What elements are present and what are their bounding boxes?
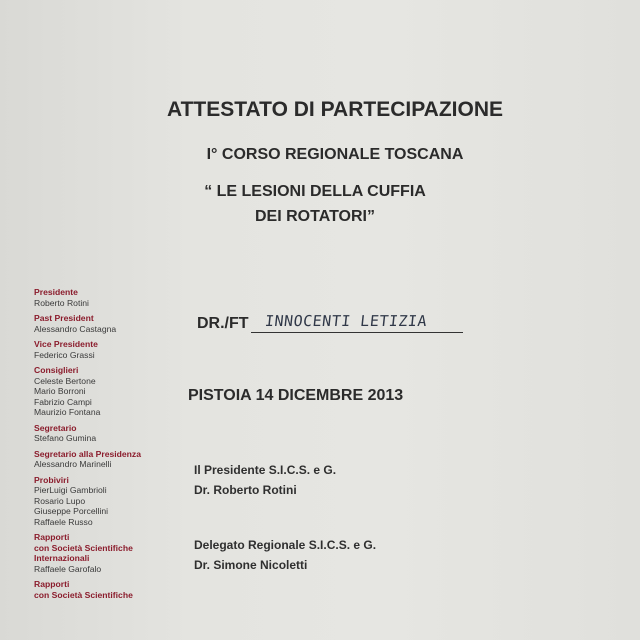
sidebar-group [34,339,174,360]
sidebar-group [34,287,174,308]
sidebar-role: Past President [34,313,94,323]
sidebar-member: Alessandro Castagna [34,323,117,334]
sidebar-member: Giuseppe Porcellini [34,506,109,516]
signature-name: Dr. Roberto Rotini [194,483,297,497]
sidebar-member: Raffaele Russo [34,516,93,527]
sidebar-role: Probiviri [34,474,69,485]
sidebar-member: Maurizio Fontana [34,407,101,417]
recipient-line [197,314,463,333]
sidebar-role: Segretario [34,422,77,433]
sidebar-group [34,365,174,418]
sidebar-group [34,423,174,444]
sidebar-group [34,475,174,528]
sidebar-role: Vice Presidente [34,339,98,349]
sidebar-member: Rosario Lupo [34,495,86,506]
event-date: PISTOIA 14 DICEMBRE 2013 [188,387,404,404]
sidebar-member: PierLuigi Gambrioli [34,485,107,495]
signature-role: Il Presidente S.I.C.S. e G. [194,463,337,477]
sidebar-role: con Società Scientifiche [34,542,133,553]
sidebar-group [34,532,174,574]
sidebar-member: Celeste Bertone [34,375,96,386]
sidebar-member: Roberto Rotini [34,297,89,308]
signature-role: Delegato Regionale S.I.C.S. e G. [194,538,377,552]
signature-name: Dr. Simone Nicoletti [194,558,308,572]
sidebar-group [34,449,174,470]
signature-block [194,535,376,575]
recipient-name-field [251,314,463,333]
course-topic-line-2: DEI ROTATORI” [255,208,375,225]
signature-block [194,460,336,500]
sidebar-role: Consiglieri [34,365,79,375]
board-sidebar [34,287,174,605]
sidebar-role: con Società Scientifiche [34,589,133,600]
sidebar-member: Stefano Gumina [34,433,97,443]
sidebar-member: Mario Borroni [34,386,86,396]
sidebar-role: Internazionali [34,553,90,563]
recipient-name: INNOCENTI LETIZIA [263,312,428,330]
sidebar-member: Federico Grassi [34,349,95,360]
sidebar-role: Rapporti [34,532,70,542]
sidebar-group [34,579,174,600]
sidebar-role: Rapporti [34,579,70,589]
certificate-title: ATTESTATO DI PARTECIPAZIONE [167,98,503,121]
sidebar-group [34,313,174,334]
course-topic-line-1: “ LE LESIONI DELLA CUFFIA [204,183,426,200]
sidebar-role: Presidente [34,287,78,297]
recipient-prefix: DR./FT [197,315,249,332]
sidebar-member: Fabrizio Campi [34,396,92,407]
sidebar-member: Alessandro Marinelli [34,459,112,469]
sidebar-member: Raffaele Garofalo [34,563,102,574]
sidebar-role: Segretario alla Presidenza [34,448,141,459]
course-name: I° CORSO REGIONALE TOSCANA [206,146,464,163]
